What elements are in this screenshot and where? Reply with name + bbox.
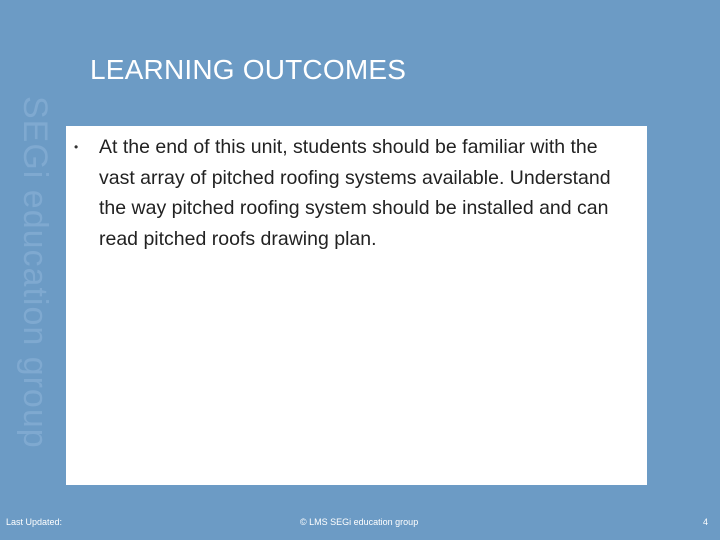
watermark-logo (14, 96, 62, 456)
content-panel (66, 126, 647, 485)
footer-copyright: © LMS SEGi education group (300, 517, 419, 527)
slide-title: LEARNING OUTCOMES (90, 54, 407, 85)
learning-outcome-text: At the end of this unit, students should be familiar with the vast array of pitched roofing systems available. Understand the way pitched roofing system should be installed and can read pitched roofs drawing plan. (99, 136, 611, 250)
watermark-text: SEGi education group (16, 96, 54, 449)
footer-page-number: 4 (703, 517, 709, 527)
bullet-marker: • (74, 140, 79, 154)
footer-last-updated: Last Updated: (6, 517, 63, 527)
